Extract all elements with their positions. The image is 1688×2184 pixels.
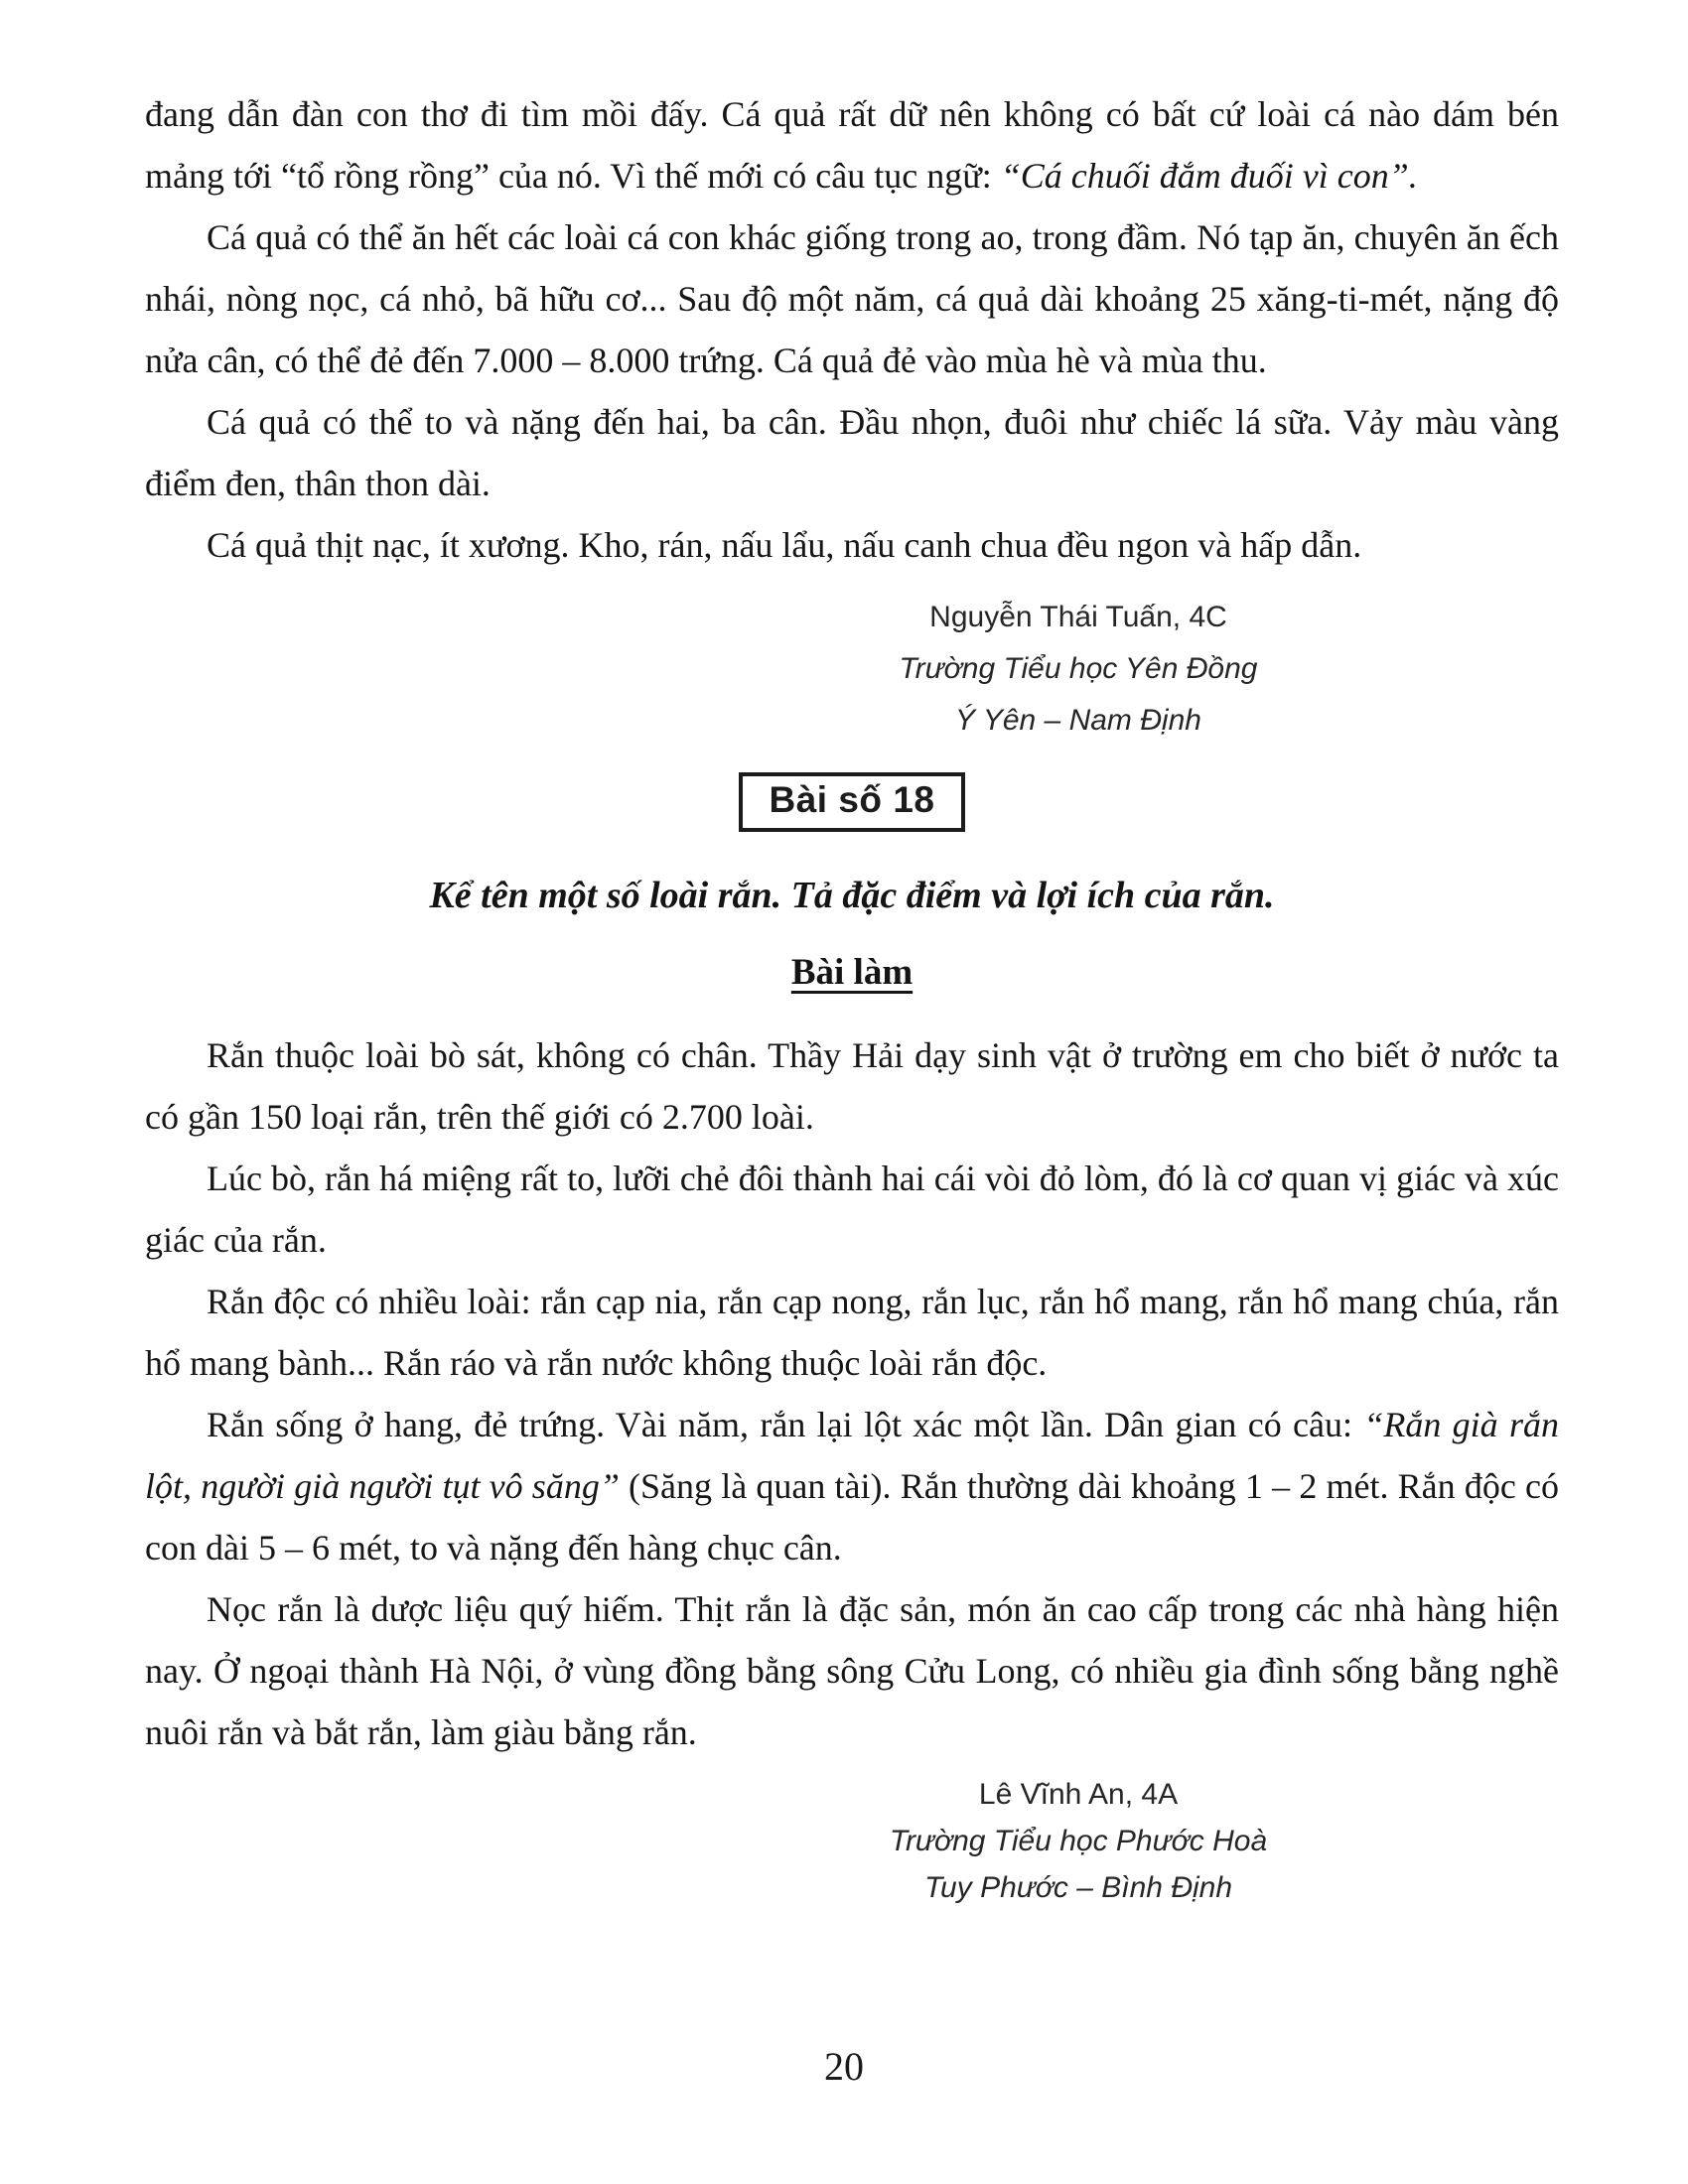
paragraph-text: đang dẫn đàn con thơ đi tìm mồi đấy. Cá quả rất dữ nên không có bất cứ loài cá nào dám bén mảng tới “tổ rồng rồng” của nó. Vì thế mới có câu tục ngữ: [145, 94, 1559, 196]
paragraph-continuation [145, 83, 1559, 206]
essay-heading: Bài làm [790, 952, 914, 993]
essay-body [145, 1024, 1559, 1911]
page-body [145, 83, 1559, 1911]
paragraph: Nọc rắn là dược liệu quý hiếm. Thịt rắn là đặc sản, món ăn cao cấp trong các nhà hàng hiện nay. Ở ngoại thành Hà Nội, ở vùng đồng bằng sông Cửu Long, có nhiều gia đình sống bằng nghề nuôi rắn và bắt rắn, làm giàu bằng rắn. [145, 1589, 1559, 1752]
proverb-italic: “Rắn già rắn lột, người già người tụt vô săng” [145, 1405, 1560, 1506]
paragraph: Cá quả có thể to và nặng đến hai, ba cân. Đầu nhọn, đuôi như chiếc lá sữa. Vảy màu vàng điểm đen, thân thon dài. [145, 402, 1559, 503]
paragraph-text: Rắn sống ở hang, đẻ trứng. Vài năm, rắn lại lột xác một lần. Dân gian có câu: [207, 1405, 1364, 1444]
essay-ran [145, 772, 1559, 1911]
paragraph: Lúc bò, rắn há miệng rất to, lưỡi chẻ đôi thành hai cái vòi đỏ lòm, đó là cơ quan vị giác và xúc giác của rắn. [145, 1159, 1559, 1260]
author-location: Ý Yên – Nam Định [955, 704, 1201, 737]
author-name: Lê Vĩnh An, 4A [978, 1778, 1179, 1811]
paragraph-with-proverb [145, 1394, 1559, 1578]
paragraph: Cá quả có thể ăn hết các loài cá con khác giống trong ao, trong đầm. Nó tạp ăn, chuyên ăn ếch nhái, nòng nọc, cá nhỏ, bã hữu cơ... Sau độ một năm, cá quả dài khoảng 25 xăng-ti-mét, nặng độ nửa cân, có thể đẻ đến 7.000 – 8.000 trứng. Cá quả đẻ vào mùa hè và mùa thu. [145, 217, 1559, 380]
lesson-number-badge: Bài số 18 [739, 772, 966, 832]
author-school: Trường Tiểu học Phước Hoà [889, 1825, 1268, 1857]
page-number: 20 [824, 2044, 864, 2089]
author-signature [701, 1771, 1456, 1911]
author-school: Trường Tiểu học Yên Đồng [899, 652, 1258, 685]
paragraph-text: (Săng là quan tài). Rắn thường dài khoảng 1 – 2 mét. Rắn độc có con dài 5 – 6 mét, to và nặng đến hàng chục cân. [145, 1466, 1559, 1568]
author-name: Nguyễn Thái Tuấn, 4C [929, 601, 1227, 633]
author-location: Tuy Phước – Bình Định [923, 1871, 1233, 1904]
lesson-badge-row [145, 772, 1559, 832]
essay-ca-qua [145, 83, 1559, 747]
essay-prompt-title: Kể tên một số loài rắn. Tả đặc điểm và lợi ích của rắn. [429, 875, 1275, 916]
paragraph: Cá quả thịt nạc, ít xương. Kho, rán, nấu lẩu, nấu canh chua đều ngon và hấp dẫn. [207, 525, 1362, 565]
author-signature [701, 592, 1456, 747]
paragraph: Rắn thuộc loài bò sát, không có chân. Thầy Hải dạy sinh vật ở trường em cho biết ở nước ta có gần 150 loại rắn, trên thế giới có 2.700 loài. [145, 1035, 1559, 1137]
proverb-italic: “Cá chuối đắm đuối vì con”. [1000, 156, 1418, 196]
paragraph: Rắn độc có nhiều loài: rắn cạp nia, rắn cạp nong, rắn lục, rắn hổ mang, rắn hổ mang chúa, rắn hổ mang bành... Rắn ráo và rắn nước không thuộc loài rắn độc. [145, 1282, 1559, 1383]
